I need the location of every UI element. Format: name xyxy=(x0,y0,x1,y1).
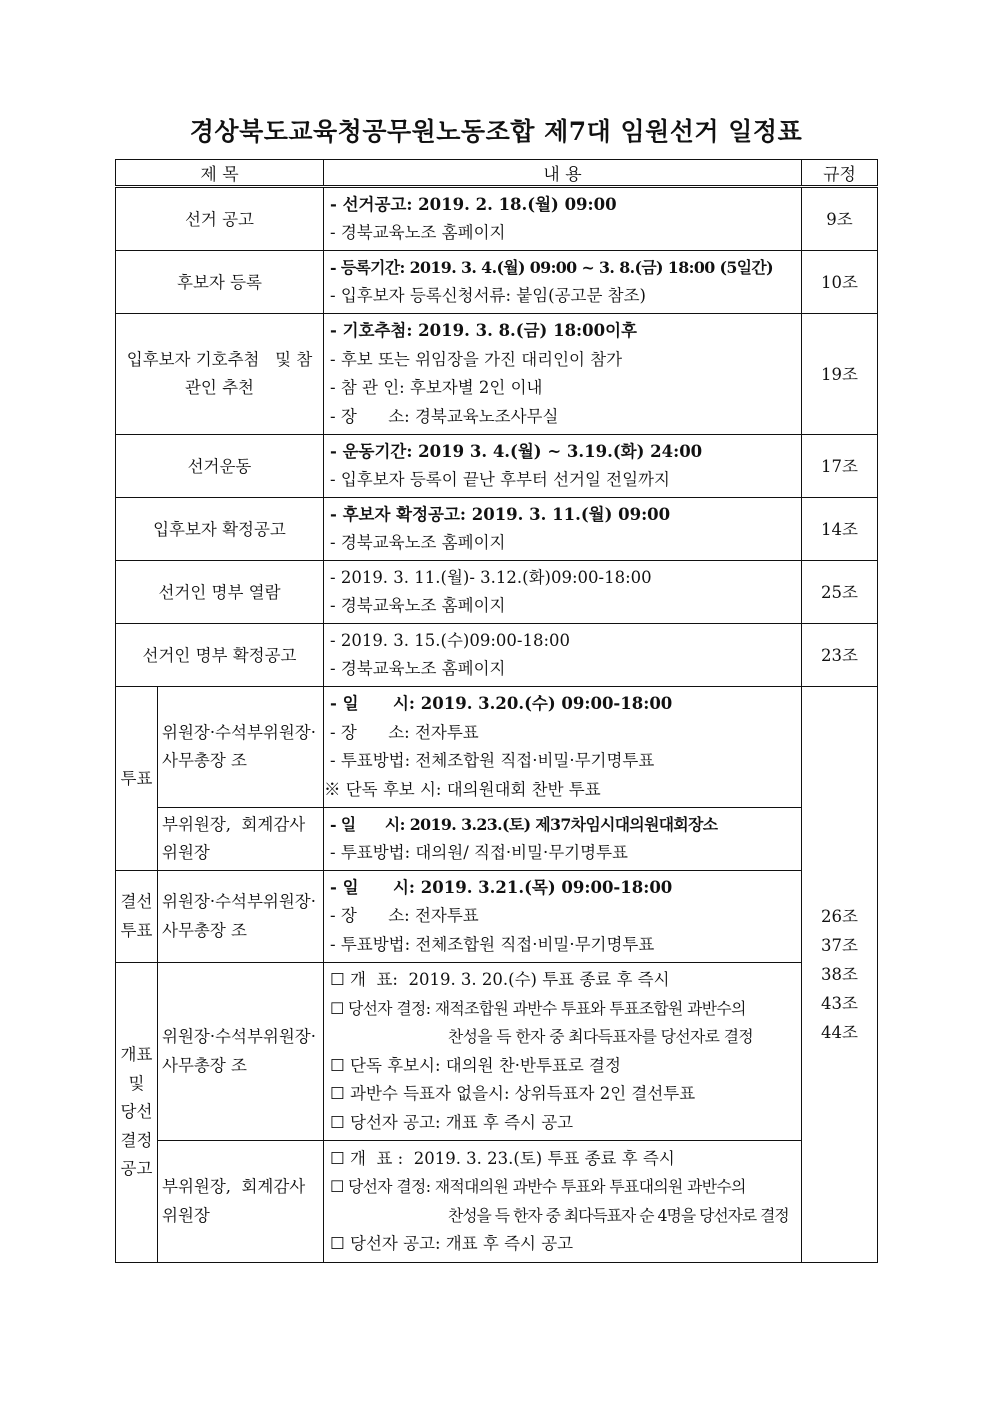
content-line: - 후보자 확정공고: 2019. 3. 11.(월) 09:00 xyxy=(330,504,671,524)
table-row xyxy=(116,561,878,624)
count-a-content xyxy=(324,963,802,1141)
row-content xyxy=(324,498,802,561)
content-line: - 기호추첨: 2019. 3. 8.(금) 18:00이후 xyxy=(330,321,637,340)
row-rule: 10조 xyxy=(802,251,878,314)
header-content: 내 용 xyxy=(324,160,802,187)
group-label-line: 결정 xyxy=(120,1130,153,1150)
count-a-label xyxy=(158,963,324,1141)
sub-label-line: 위원장 xyxy=(162,1205,210,1225)
document-title: 경상북도교육청공무원노동조합 제7대 임원선거 일정표 xyxy=(189,117,803,146)
row-rule: 23조 xyxy=(802,624,878,687)
group-label-line: 투표 xyxy=(120,920,153,940)
row-rule: 25조 xyxy=(802,561,878,624)
row-title: 입후보자 확정공고 xyxy=(116,498,324,561)
sub-label-line: 부위원장, 회계감사 xyxy=(162,814,306,834)
content-line: - 운동기간: 2019 3. 4.(월) ~ 3.19.(화) 24:00 xyxy=(330,441,703,461)
row-title: 선거 공고 xyxy=(116,187,324,251)
content-line: - 일 시: 2019. 3.21.(목) 09:00-18:00 xyxy=(330,877,673,897)
row-content xyxy=(324,624,802,687)
group-label-line: 및 xyxy=(128,1073,145,1093)
table-row xyxy=(116,187,878,251)
content-line: - 일 시: 2019. 3.23.(토) 제37차임시대의원대회장소 xyxy=(330,814,718,834)
table-row xyxy=(116,435,878,498)
group-label-line: 당선 xyxy=(120,1102,153,1122)
header-subject: 제 목 xyxy=(116,160,324,187)
row-title: 선거인 명부 열람 xyxy=(116,561,324,624)
rule-item: 38조 xyxy=(821,965,858,984)
table-row xyxy=(116,498,878,561)
rule-item: 43조 xyxy=(821,994,858,1013)
count-b-label xyxy=(158,1141,324,1263)
row-rule: 9조 xyxy=(802,187,878,251)
vote-b-label xyxy=(158,808,324,871)
content-line: 찬성을 득 한자 중 최다득표자를 당선자로 결정 xyxy=(448,1027,754,1046)
table-row xyxy=(116,687,878,808)
rule-item: 37조 xyxy=(821,936,858,955)
content-line: ☐ 개 표 : 2019. 3. 23.(토) 투표 종료 후 즉시 xyxy=(330,1148,675,1168)
group-label-line: 공고 xyxy=(120,1159,153,1179)
row-title: 선거인 명부 확정공고 xyxy=(116,624,324,687)
content-line: - 등록기간: 2019. 3. 4.(월) 09:00 ~ 3. 8.(금) 18:00 (5일간) xyxy=(330,257,773,277)
content-line: - 투표방법: 전체조합원 직접·비밀·무기명투표 xyxy=(330,934,655,954)
table-row xyxy=(116,963,878,1141)
content-line: ☐ 단독 후보시: 대의원 찬·반투표로 결정 xyxy=(330,1055,621,1075)
content-line: - 입후보자 등록신청서류: 붙임(공고문 참조) xyxy=(330,286,646,305)
content-line: ☐ 과반수 득표자 없을시: 상위득표자 2인 결선투표 xyxy=(330,1084,696,1103)
content-line: - 장 소: 전자투표 xyxy=(330,906,479,926)
content-line: ☐ 당선자 공고: 개표 후 즉시 공고 xyxy=(330,1234,574,1253)
election-schedule-table xyxy=(115,159,878,1263)
content-line: - 투표방법: 대의원/ 직접·비밀·무기명투표 xyxy=(330,843,628,862)
vote-a-label xyxy=(158,687,324,808)
content-line: - 입후보자 등록이 끝난 후부터 선거일 전일까지 xyxy=(330,470,670,489)
row-title: 선거운동 xyxy=(116,435,324,498)
row-title xyxy=(116,314,324,435)
count-b-content xyxy=(324,1141,802,1263)
content-line: - 2019. 3. 15.(수)09:00-18:00 xyxy=(330,630,571,650)
row-title-line: 입후보자 기호추첨 및 참 xyxy=(126,349,313,369)
table-row xyxy=(116,871,878,963)
table-row xyxy=(116,1141,878,1263)
sub-label-line: 사무총장 조 xyxy=(162,751,247,770)
content-line: - 경북교육노조 홈페이지 xyxy=(330,659,506,678)
content-line: - 장 소: 전자투표 xyxy=(330,722,479,742)
row-content xyxy=(324,435,802,498)
table-row xyxy=(116,808,878,871)
content-line: ☐ 당선자 결정: 재적조합원 과반수 투표와 투표조합원 과반수의 xyxy=(330,998,746,1018)
count-group-label xyxy=(116,963,158,1263)
row-content xyxy=(324,187,802,251)
content-line: - 경북교육노조 홈페이지 xyxy=(330,596,506,615)
content-line: - 경북교육노조 홈페이지 xyxy=(330,533,506,552)
sub-label-line: 부위원장, 회계감사 xyxy=(162,1177,306,1196)
content-line: - 투표방법: 전체조합원 직접·비밀·무기명투표 xyxy=(330,751,655,770)
content-line: - 일 시: 2019. 3.20.(수) 09:00-18:00 xyxy=(330,694,673,713)
table-row xyxy=(116,314,878,435)
row-rule: 17조 xyxy=(802,435,878,498)
content-line: - 참 관 인: 후보자별 2인 이내 xyxy=(330,378,543,397)
sub-label-line: 위원장·수석부위원장· xyxy=(162,722,316,742)
row-title-line: 관인 추천 xyxy=(184,378,254,397)
group-label-line: 결선 xyxy=(120,892,153,911)
content-line: 찬성을 득 한자 중 최다득표자 순 4명을 당선자로 결정 xyxy=(448,1205,789,1225)
content-line: - 후보 또는 위임장을 가진 대리인이 참가 xyxy=(330,349,623,369)
row-content xyxy=(324,314,802,435)
row-content xyxy=(324,561,802,624)
header-rule: 규정 xyxy=(802,160,878,187)
runoff-content xyxy=(324,871,802,963)
sub-label-line: 위원장 xyxy=(162,843,210,862)
merged-rules-cell xyxy=(802,687,878,1263)
vote-a-content xyxy=(324,687,802,808)
content-line: - 선거공고: 2019. 2. 18.(월) 09:00 xyxy=(330,194,617,214)
content-line: ☐ 당선자 결정: 재적대의원 과반수 투표와 투표대의원 과반수의 xyxy=(330,1177,746,1196)
content-line: - 장 소: 경북교육노조사무실 xyxy=(330,406,559,426)
sub-label-line: 사무총장 조 xyxy=(162,1055,247,1075)
table-row xyxy=(116,251,878,314)
runoff-group-label xyxy=(116,871,158,963)
content-line: ☐ 당선자 공고: 개표 후 즉시 공고 xyxy=(330,1112,574,1132)
vote-group-label: 투표 xyxy=(116,687,158,871)
content-line: ☐ 개 표: 2019. 3. 20.(수) 투표 종료 후 즉시 xyxy=(330,970,670,989)
row-rule: 19조 xyxy=(802,314,878,435)
content-line: - 2019. 3. 11.(월)- 3.12.(화)09:00-18:00 xyxy=(330,567,652,587)
table-header-row xyxy=(116,160,878,187)
sub-label-line: 위원장·수석부위원장· xyxy=(162,1027,316,1046)
row-rule: 14조 xyxy=(802,498,878,561)
runoff-label xyxy=(158,871,324,963)
content-line: - 경북교육노조 홈페이지 xyxy=(330,223,506,242)
group-label-line: 개표 xyxy=(120,1045,153,1065)
rule-item: 26조 xyxy=(821,907,858,926)
row-content xyxy=(324,251,802,314)
rule-item: 44조 xyxy=(821,1023,858,1042)
content-line: ※ 단독 후보 시: 대의원대회 찬반 투표 xyxy=(324,779,601,799)
row-title: 후보자 등록 xyxy=(116,251,324,314)
sub-label-line: 위원장·수석부위원장· xyxy=(162,892,316,911)
sub-label-line: 사무총장 조 xyxy=(162,920,247,940)
vote-b-content xyxy=(324,808,802,871)
table-row xyxy=(116,624,878,687)
